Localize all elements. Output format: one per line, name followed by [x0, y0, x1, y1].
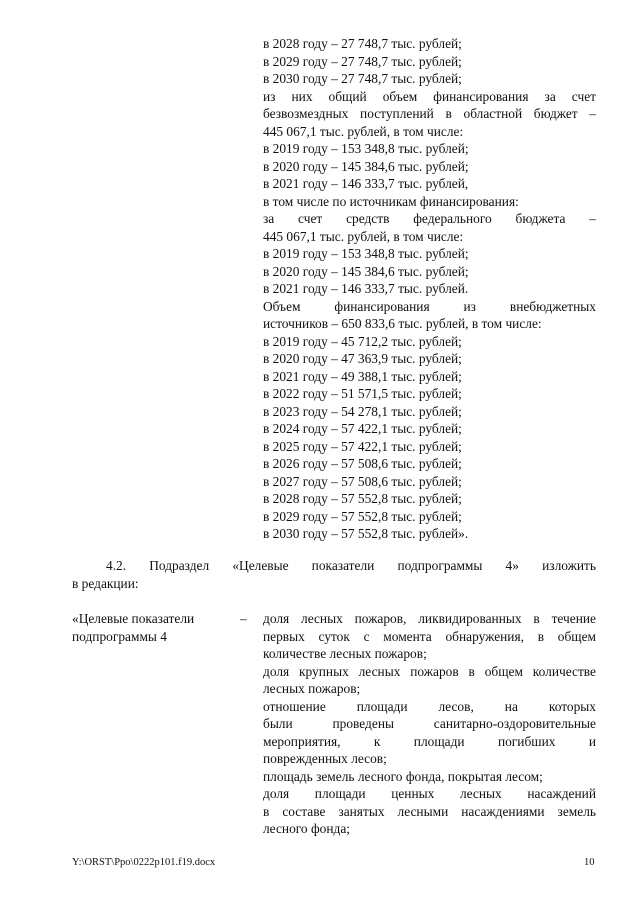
extrabudget-year-line: в 2030 году – 57 552,8 тыс. рублей».: [263, 526, 469, 541]
indicators-dash: –: [240, 611, 247, 626]
funding-line: в 2029 году – 27 748,7 тыс. рублей;: [263, 53, 462, 69]
indicators-label: [72, 610, 232, 645]
gratuitous-intro-line: 445 067,1 тыс. рублей, в том числе:: [263, 123, 464, 139]
gratuitous-year-line: в 2021 году – 146 333,7 тыс. рублей,: [263, 176, 469, 191]
indicator-line: отношение площади лесов, на которых: [263, 698, 596, 714]
federal-intro-line: за счет средств федерального бюджета –: [263, 211, 596, 226]
federal-year-line: в 2019 году – 153 348,8 тыс. рублей;: [263, 246, 469, 261]
extrabudget-year-line: в 2025 году – 57 422,1 тыс. рублей;: [263, 438, 462, 454]
extrabudget-intro-line: источников – 650 833,6 тыс. рублей, в том числе:: [263, 316, 542, 331]
indicators-label-line: подпрограммы 4: [72, 628, 167, 644]
funding-line: в 2028 году – 27 748,7 тыс. рублей;: [263, 36, 462, 51]
indicator-line: лесных пожаров;: [263, 681, 361, 696]
section-heading-line: 4.2. Подраздел «Целевые показатели подпрограммы 4» изложить: [106, 558, 596, 573]
indicator-line: в составе занятых лесными насаждениями земель: [263, 803, 596, 819]
extrabudget-year-line: в 2024 году – 57 422,1 тыс. рублей;: [263, 421, 462, 436]
extrabudget-year-line: в 2026 году – 57 508,6 тыс. рублей;: [263, 456, 462, 471]
federal-intro-line: 445 067,1 тыс. рублей, в том числе:: [263, 228, 464, 244]
indicator-line: первых суток с момента обнаружения, в общем: [263, 628, 596, 644]
extrabudget-year-line: в 2029 году – 57 552,8 тыс. рублей;: [263, 508, 462, 524]
section-heading-line: в редакции:: [72, 575, 139, 591]
funding-column: [263, 35, 596, 543]
indicator-line: лесного фонда;: [263, 821, 350, 836]
indicators-label-line: «Целевые показатели: [72, 611, 195, 626]
gratuitous-intro-line: безвозмездных поступлений в областной бюджет –: [263, 106, 596, 121]
by-sources-line: в том числе по источникам финансирования:: [263, 193, 519, 209]
gratuitous-intro-line: из них общий объем финансирования за счет: [263, 88, 596, 104]
extrabudget-year-line: в 2021 году – 49 388,1 тыс. рублей;: [263, 368, 462, 384]
gratuitous-year-line: в 2020 году – 145 384,6 тыс. рублей;: [263, 158, 469, 174]
indicator-line: доля крупных лесных пожаров в общем количестве: [263, 663, 596, 679]
indicator-line: были проведены санитарно-оздоровительные: [263, 716, 596, 731]
extrabudget-year-line: в 2028 году – 57 552,8 тыс. рублей;: [263, 491, 462, 506]
indicator-line: доля лесных пожаров, ликвидированных в течение: [263, 611, 596, 626]
indicator-line: количестве лесных пожаров;: [263, 646, 427, 661]
extrabudget-intro-line: Объем финансирования из внебюджетных: [263, 298, 596, 314]
extrabudget-year-line: в 2022 году – 51 571,5 тыс. рублей;: [263, 386, 462, 401]
indicator-line: доля площади ценных лесных насаждений: [263, 786, 596, 801]
federal-year-line: в 2020 году – 145 384,6 тыс. рублей;: [263, 263, 469, 279]
indicator-line: площадь земель лесного фонда, покрытая лесом;: [263, 768, 543, 784]
extrabudget-year-line: в 2020 году – 47 363,9 тыс. рублей;: [263, 351, 462, 366]
indicator-line: поврежденных лесов;: [263, 751, 387, 766]
footer-file-path: Y:\ORST\Ppo\0222p101.f19.docx: [72, 857, 216, 868]
federal-year-line: в 2021 году – 146 333,7 тыс. рублей.: [263, 281, 469, 296]
extrabudget-year-line: в 2019 году – 45 712,2 тыс. рублей;: [263, 333, 462, 349]
funding-line: в 2030 году – 27 748,7 тыс. рублей;: [263, 71, 462, 86]
gratuitous-year-line: в 2019 году – 153 348,8 тыс. рублей;: [263, 141, 469, 156]
section-paragraph: [72, 557, 596, 592]
indicators-list: [263, 610, 596, 838]
page-number: 10: [584, 857, 595, 868]
indicator-line: мероприятия, к площади погибших и: [263, 733, 596, 749]
extrabudget-year-line: в 2023 году – 54 278,1 тыс. рублей;: [263, 403, 462, 419]
extrabudget-year-line: в 2027 году – 57 508,6 тыс. рублей;: [263, 473, 462, 489]
